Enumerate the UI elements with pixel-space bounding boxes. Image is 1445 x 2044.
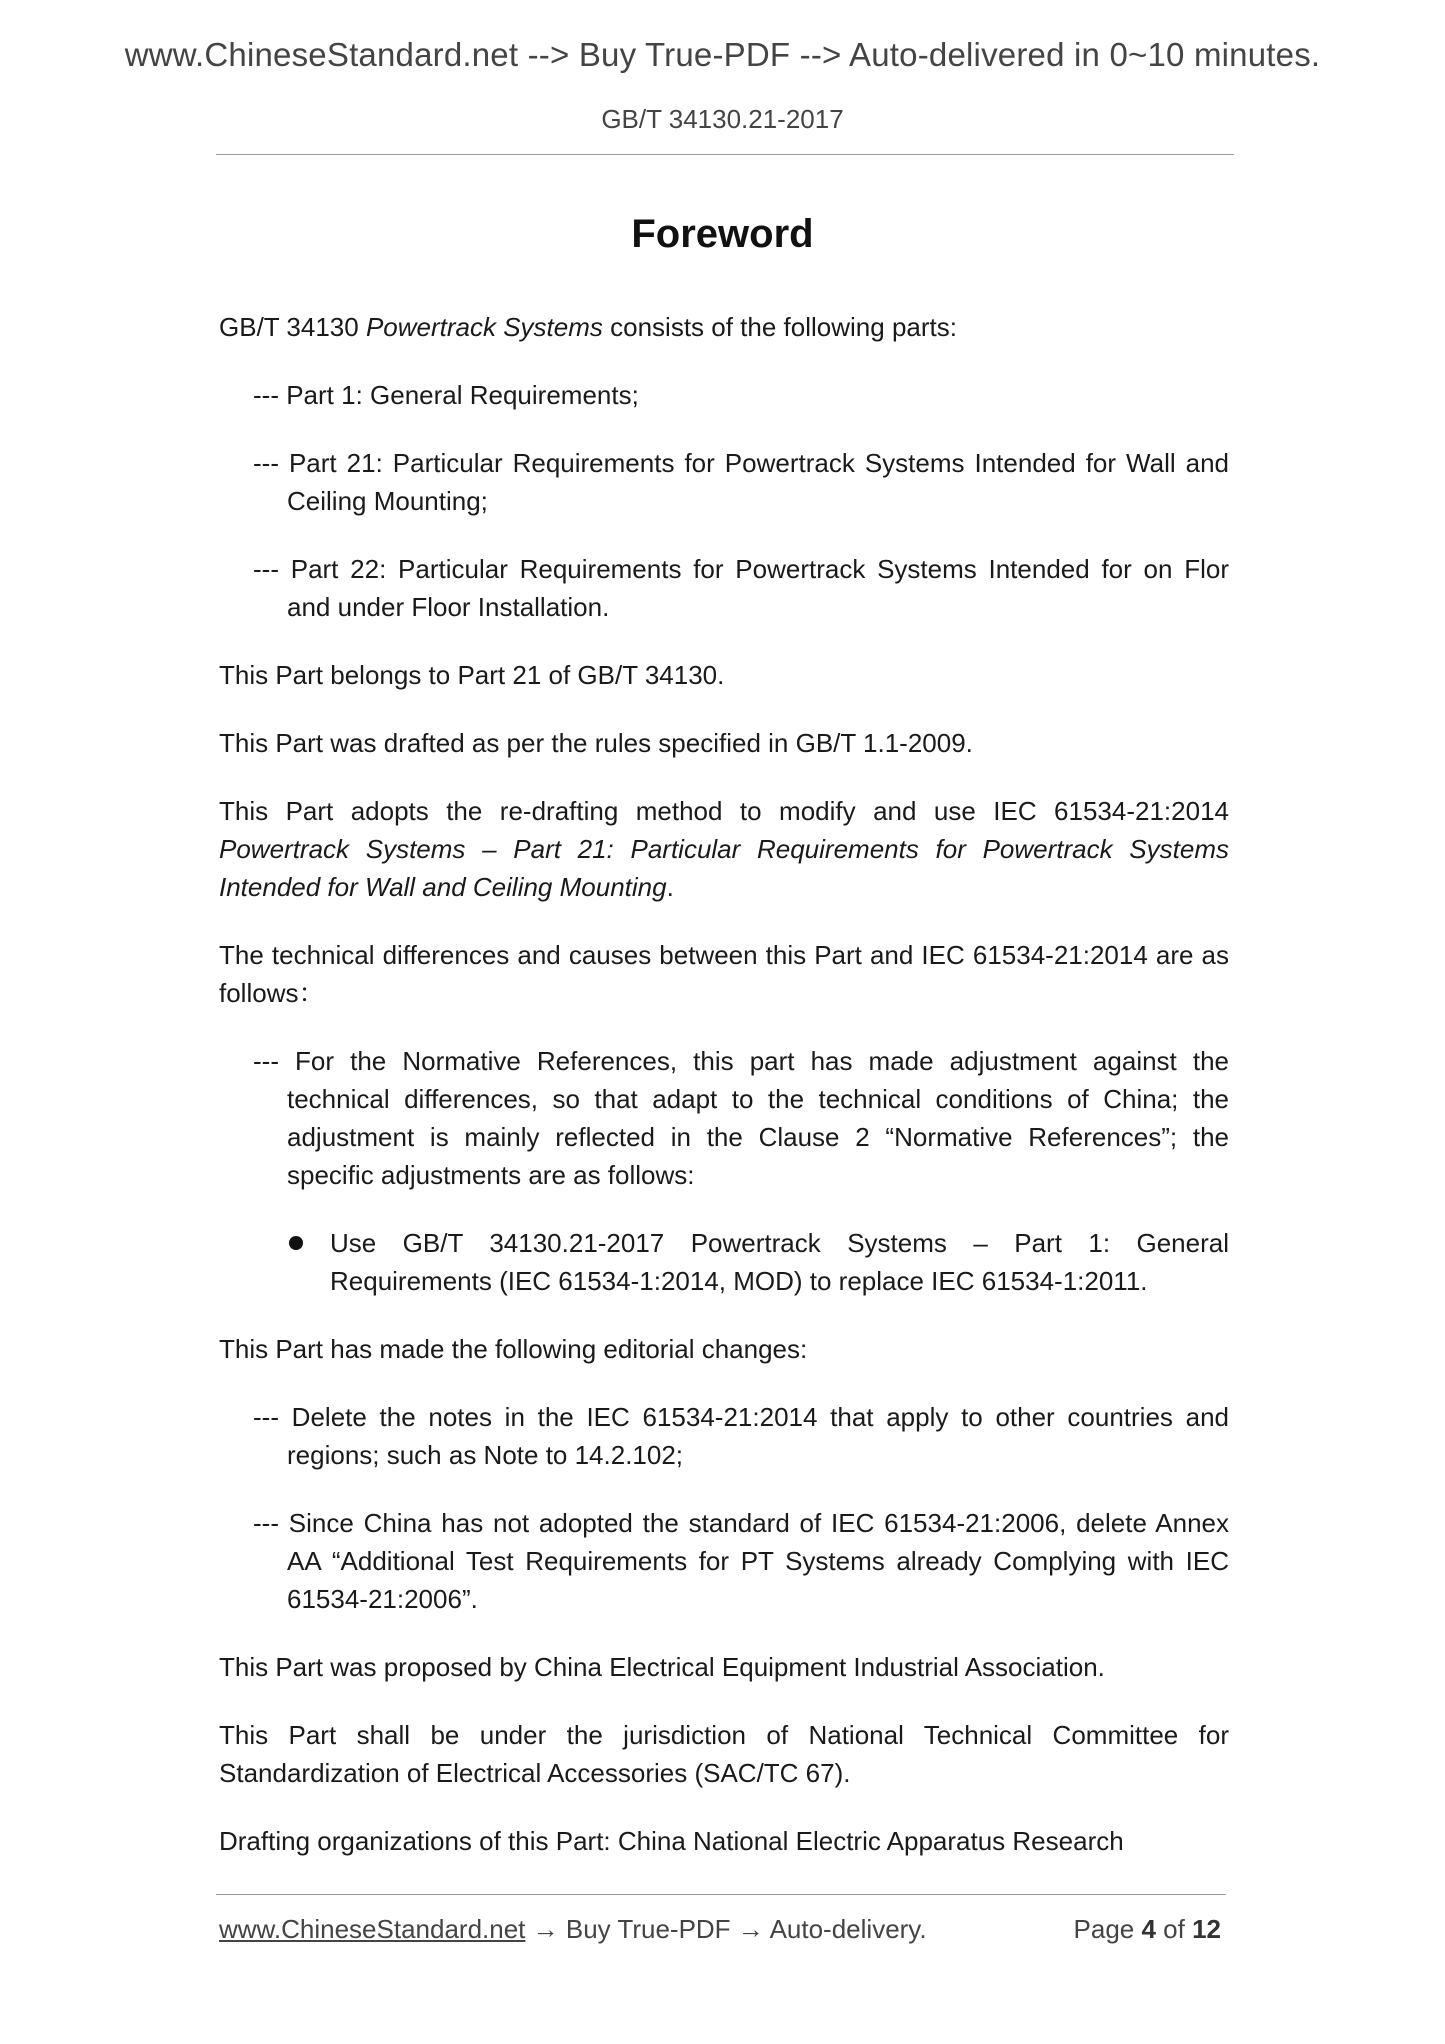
paragraph-drafting: Drafting organizations of this Part: China National Electric Apparatus Research [219, 1826, 1124, 1856]
site-banner: www.ChineseStandard.net --> Buy True-PDF --> Auto-delivered in 0~10 minutes. [124, 36, 1321, 73]
footer-tagline: → Buy True-PDF → Auto-delivery. [525, 1914, 927, 1944]
document-id: GB/T 34130.21-2017 [601, 104, 844, 134]
page-title: Foreword [631, 212, 814, 256]
document-body [219, 308, 1229, 1890]
paragraph-drafted: This Part was drafted as per the rules specified in GB/T 1.1-2009. [219, 728, 973, 758]
header-divider [216, 154, 1234, 155]
paragraph-tech-diff: The technical differences and causes between this Part and IEC 61534-21:2014 are as follows： [219, 940, 1229, 1008]
page-footer [219, 1914, 1229, 1945]
bullet-text: Use GB/T 34130.21-2017 Powertrack Systems – Part 1: General Requirements (IEC 61534-1:2014, MOD) to replace IEC 61534-1:2011. [330, 1228, 1229, 1296]
paragraph-jurisdiction: This Part shall be under the jurisdiction of National Technical Committee for Standardization of Electrical Accessories (SAC/TC 67). [219, 1720, 1229, 1788]
list-item-part22: --- Part 22: Particular Requirements for Powertrack Systems Intended for on Flor and under Floor Installation. [253, 554, 1229, 622]
total-pages: 12 [1192, 1914, 1221, 1944]
list-item-part1: --- Part 1: General Requirements; [253, 380, 639, 410]
footer-site-link[interactable]: www.ChineseStandard.net [219, 1914, 526, 1944]
paragraph-belongs: This Part belongs to Part 21 of GB/T 34130. [219, 660, 725, 690]
current-page: 4 [1141, 1914, 1156, 1944]
list-item-normative: --- For the Normative References, this part has made adjustment against the technical differences, so that adapt to the technical conditions of China; the adjustment is mainly reflected in the Clause 2 “Normative References”; the specific adjustments are as follows: [253, 1046, 1229, 1190]
list-item-delete-notes: --- Delete the notes in the IEC 61534-21:2014 that apply to other countries and regions; such as Note to 14.2.102; [253, 1402, 1229, 1470]
paragraph-editorial: This Part has made the following editorial changes: [219, 1334, 808, 1364]
footer-divider [216, 1894, 1226, 1895]
list-item-part21: --- Part 21: Particular Requirements for Powertrack Systems Intended for Wall and Ceiling Mounting; [253, 448, 1229, 516]
bullet-dot-icon [289, 1236, 303, 1250]
paragraph-adopts: This Part adopts the re-drafting method to modify and use IEC 61534-21:2014 Powertrack Systems – Part 21: Particular Requirements for Powertrack Systems Intended for Wall and Ceiling Mounting. [219, 796, 1229, 902]
list-item-annex: --- Since China has not adopted the standard of IEC 61534-21:2006, delete Annex AA “Additional Test Requirements for PT Systems already Complying with IEC 61534-21:2006”. [253, 1508, 1229, 1614]
page-indicator: Page 4 of 12 [1073, 1914, 1221, 1944]
paragraph-proposed: This Part was proposed by China Electrical Equipment Industrial Association. [219, 1652, 1105, 1682]
bullet-item [219, 1224, 1229, 1300]
paragraph-intro: GB/T 34130 Powertrack Systems consists of the following parts: [219, 312, 957, 342]
